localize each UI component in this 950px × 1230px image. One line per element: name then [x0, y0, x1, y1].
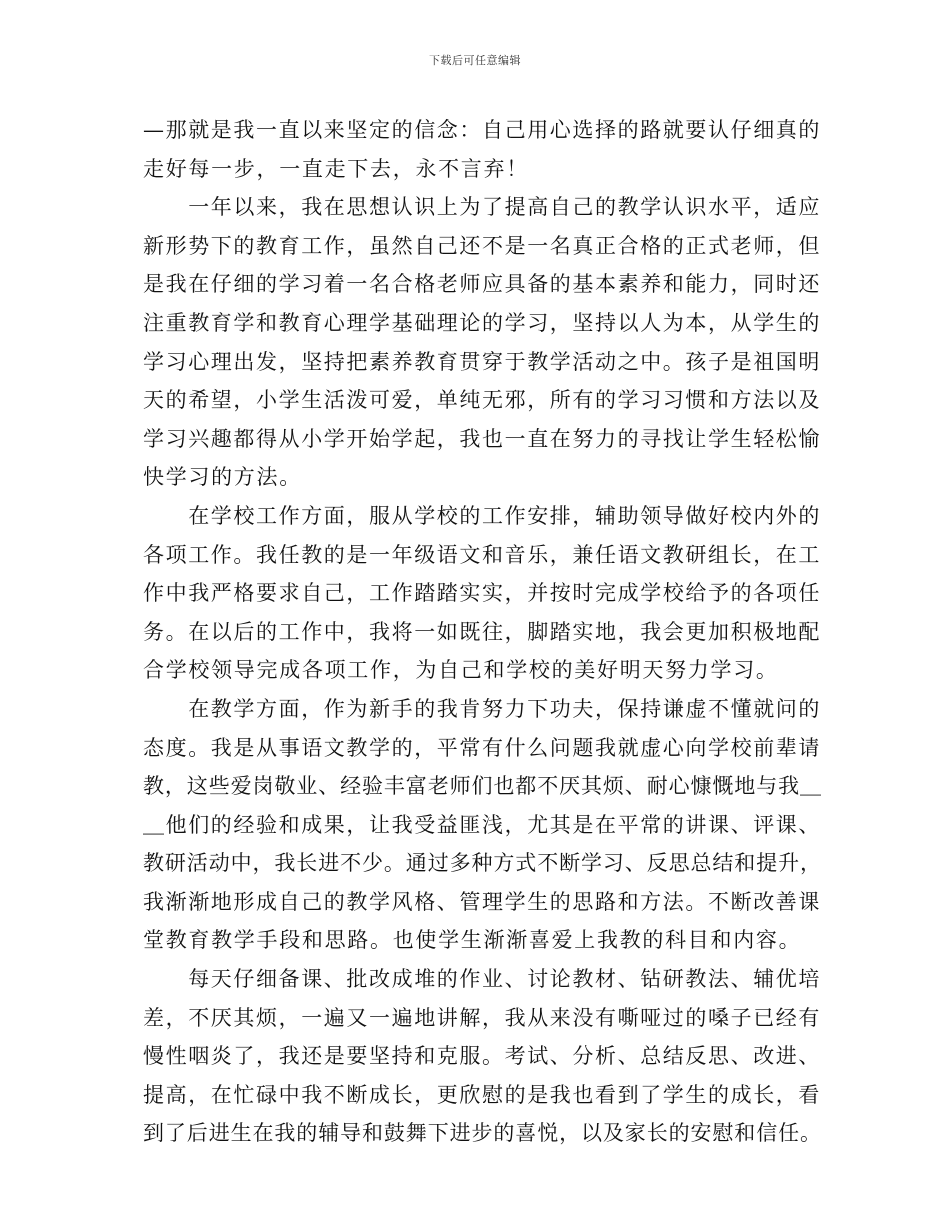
text-line: 在学校工作方面，服从学校的工作安排，辅助领导做好校内外的: [143, 503, 821, 528]
text-line: 各项工作。我任教的是一年级语文和音乐，兼任语文教研组长，在工: [143, 542, 821, 567]
document-body: [143, 111, 822, 1153]
text-line: 学习兴趣都得从小学开始学起，我也一直在努力的寻找让学生轻松愉: [143, 426, 821, 451]
text-line: 在教学方面，作为新手的我肯努力下功夫，保持谦虚不懂就问的: [143, 696, 821, 721]
text-line: 快学习的方法。: [143, 465, 302, 490]
text-line: 慢性咽炎了，我还是要坚持和克服。考试、分析、总结反思、改进、: [143, 1044, 821, 1069]
text-line: 堂教育教学手段和思路。也使学生渐渐喜爱上我教的科目和内容。: [143, 928, 802, 953]
text-line: ＿他们的经验和成果，让我受益匪浅，尤其是在平常的讲课、评课、: [143, 812, 821, 837]
text-line: 走好每一步，一直走下去，永不言弃！: [143, 156, 529, 181]
text-line: 我渐渐地形成自己的教学风格、管理学生的思路和方法。不断改善课: [143, 889, 821, 914]
text-line: 学习心理出发，坚持把素养教育贯穿于教学活动之中。孩子是祖国明: [143, 349, 821, 374]
text-line: 注重教育学和教育心理学基础理论的学习，坚持以人为本，从学生的: [143, 310, 821, 335]
text-line: 每天仔细备课、批改成堆的作业、讨论教材、钻研教法、辅优培: [143, 967, 821, 992]
text-line: 教，这些爱岗敬业、经验丰富老师们也都不厌其烦、耐心慷慨地与我＿: [143, 774, 822, 799]
text-line: 合学校领导完成各项工作，为自己和学校的美好明天努力学习。: [143, 658, 779, 683]
text-line: 到了后进生在我的辅导和鼓舞下进步的喜悦，以及家长的安慰和信任。: [143, 1121, 822, 1146]
page-header: 下载后可任意编辑: [429, 54, 521, 67]
text-line: 作中我严格要求自己，工作踏踏实实，并按时完成学校给予的各项任: [143, 581, 821, 606]
text-line: 差，不厌其烦，一遍又一遍地讲解，我从来没有嘶哑过的嗓子已经有: [143, 1005, 821, 1030]
text-line: 教研活动中，我长进不少。通过多种方式不断学习、反思总结和提升，: [143, 851, 822, 876]
text-line: 一年以来，我在思想认识上为了提高自己的教学认识水平，适应: [143, 195, 821, 220]
text-line: —那就是我一直以来坚定的信念：自己用心选择的路就要认仔细真的: [143, 118, 821, 142]
text-line: 天的希望，小学生活泼可爱，单纯无邪，所有的学习习惯和方法以及: [143, 388, 821, 413]
text-line: 提高，在忙碌中我不断成长，更欣慰的是我也看到了学生的成长，看: [143, 1082, 821, 1107]
text-line: 务。在以后的工作中，我将一如既往，脚踏实地，我会更加积极地配: [143, 619, 821, 644]
text-line: 是我在仔细的学习着一名合格老师应具备的基本素养和能力，同时还: [143, 272, 821, 297]
text-line: 新形势下的教育工作，虽然自己还不是一名真正合格的正式老师，但: [143, 233, 821, 258]
text-line: 态度。我是从事语文教学的，平常有什么问题我就虚心向学校前辈请: [143, 735, 821, 760]
